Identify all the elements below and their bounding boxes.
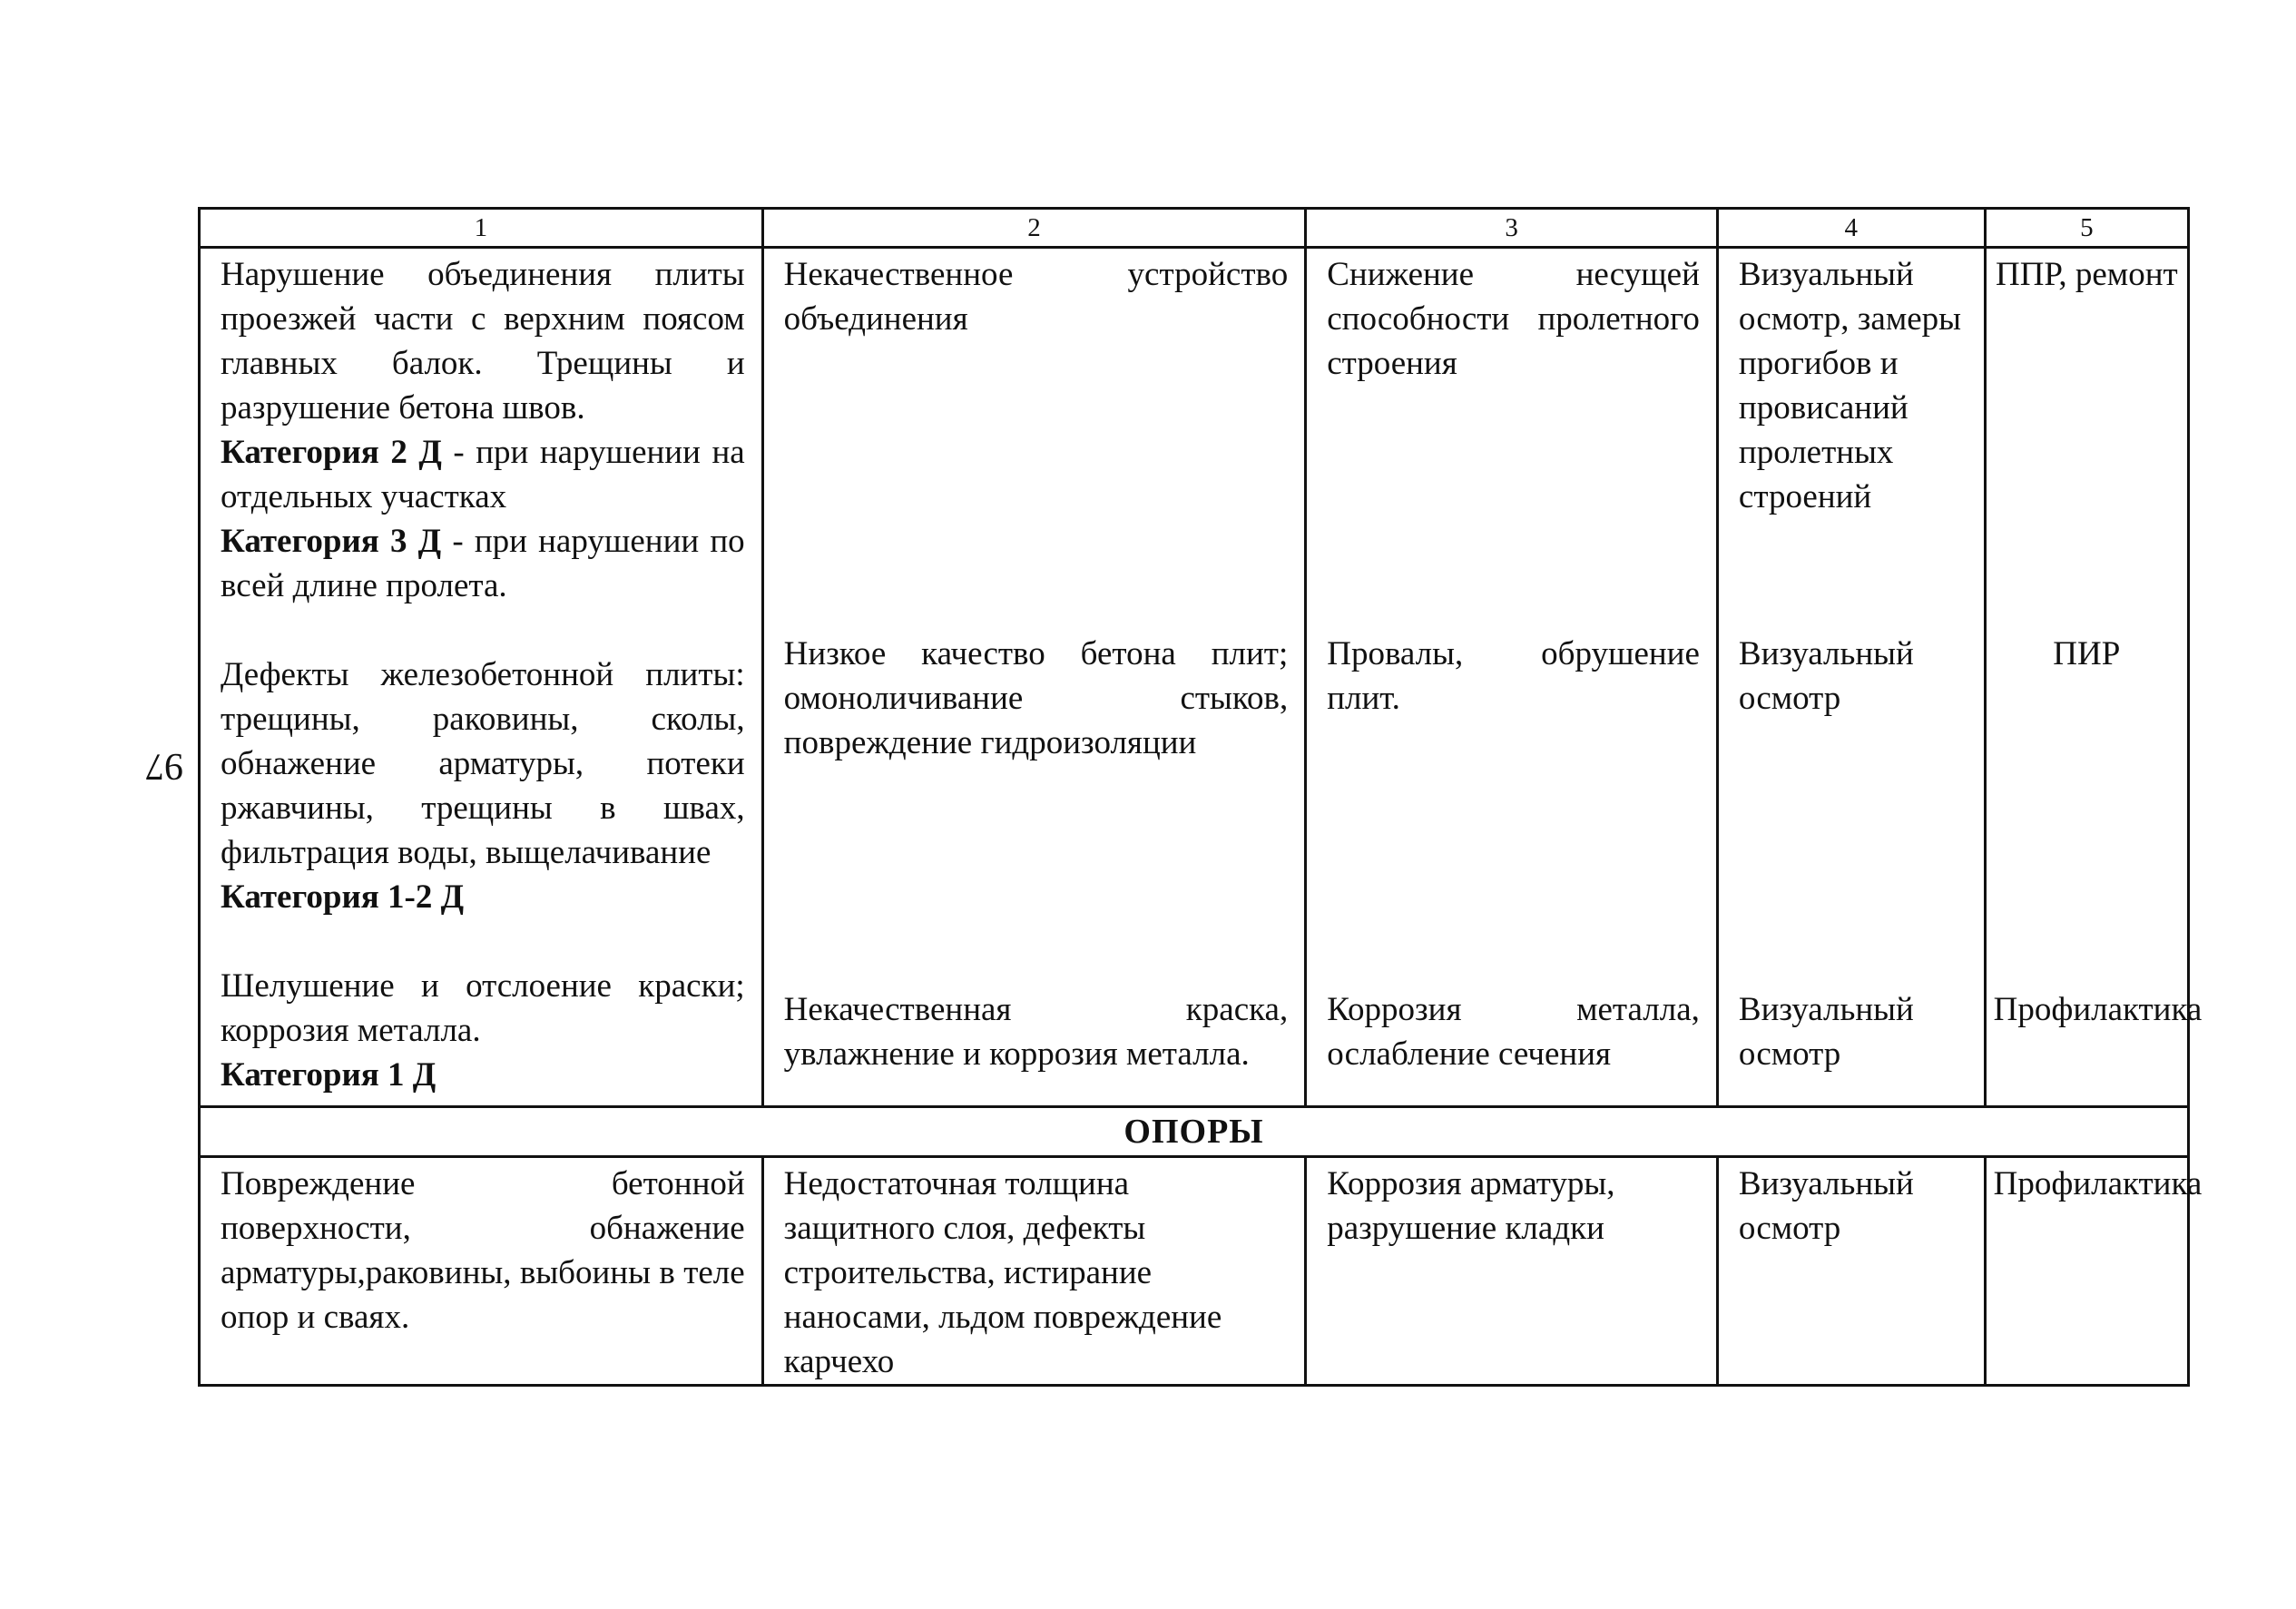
cause-text: Некачественное устройство объединения: [783, 256, 1289, 338]
consequence-text: Провалы, обрушение плит.: [1327, 635, 1700, 717]
measure-text: Профилактика: [1993, 991, 2203, 1028]
cause-cell: [762, 248, 1306, 1107]
cause-text: Низкое качество бетона плит; омоноличивание стыков, повреждение гидроизоляции: [783, 635, 1289, 761]
defect-description-cell: [200, 248, 763, 1107]
consequence-text: Коррозия арматуры, разрушение кладки: [1327, 1165, 1615, 1247]
consequence-cell: [1306, 248, 1718, 1107]
category-text: - при нарушении по всей длине пролета.: [221, 523, 745, 604]
defect-text: Дефекты железобетонной плиты: трещины, раковины, сколы, обнажение арматуры, потеки ржавчины, трещины в швах, фильтрация воды, выщелачивание: [221, 656, 745, 871]
consequence-text: Снижение несущей способности пролетного строения: [1327, 256, 1700, 382]
defect-block: [221, 252, 745, 608]
defect-text: Шелушение и отслоение краски; коррозия металла.: [221, 967, 745, 1049]
defect-block: [221, 964, 745, 1097]
measure-text: ППР, ремонт: [1995, 256, 2178, 293]
column-number: 4: [1717, 209, 1985, 248]
category-label: Категория 3 Д: [221, 523, 442, 560]
cause-cell: [762, 1157, 1306, 1386]
measure-text: Профилактика: [1993, 1165, 2203, 1202]
measure-cell: [1985, 248, 2203, 1107]
column-number: 3: [1306, 209, 1718, 248]
category-label: Категория 1 Д: [221, 1056, 437, 1094]
cause-text: Недостаточная толщина защитного слоя, дефекты строительства, истирание наносами, льдом повреждение карчехо: [783, 1165, 1222, 1380]
defect-text: Повреждение бетонной поверхности, обнажение арматуры,раковины, выбоины в теле опор и сваях.: [221, 1165, 745, 1336]
category-label: Категория 2 Д: [221, 434, 442, 471]
measure-text: ПИР: [2053, 635, 2121, 672]
column-number: 1: [200, 209, 763, 248]
inspection-cell: [1717, 1157, 1985, 1386]
column-number: 2: [762, 209, 1306, 248]
table-row: [200, 1157, 2189, 1386]
consequence-cell: [1306, 1157, 1718, 1386]
section-row: [200, 1107, 2189, 1157]
cause-text: Некачественная краска, увлажнение и коррозия металла.: [783, 991, 1289, 1073]
consequence-text: Коррозия металла, ослабление сечения: [1327, 991, 1700, 1073]
defect-block: [221, 652, 745, 919]
defect-text: Нарушение объединения плиты проезжей части с верхним поясом главных балок. Трещины и разрушение бетона швов.: [221, 256, 745, 427]
inspection-text: Визуальный осмотр: [1738, 1165, 1914, 1247]
defects-table: [198, 207, 2203, 1387]
table-row: [200, 248, 2189, 1107]
measure-cell: [1985, 1157, 2203, 1386]
category-label: Категория 1-2 Д: [221, 878, 465, 916]
page-number: 97: [145, 745, 183, 787]
inspection-text: Визуальный осмотр: [1738, 991, 1914, 1073]
inspection-cell: [1717, 248, 1985, 1107]
column-number: 5: [1985, 209, 2188, 248]
inspection-text: Визуальный осмотр, замеры прогибов и провисаний пролетных строений: [1738, 256, 1962, 515]
defect-description-cell: [200, 1157, 763, 1386]
section-title: ОПОРЫ: [200, 1107, 2189, 1157]
column-number-row: [200, 209, 2189, 248]
category-text: - при нарушении на отдельных участках: [221, 434, 745, 515]
inspection-text: Визуальный осмотр: [1738, 635, 1914, 717]
